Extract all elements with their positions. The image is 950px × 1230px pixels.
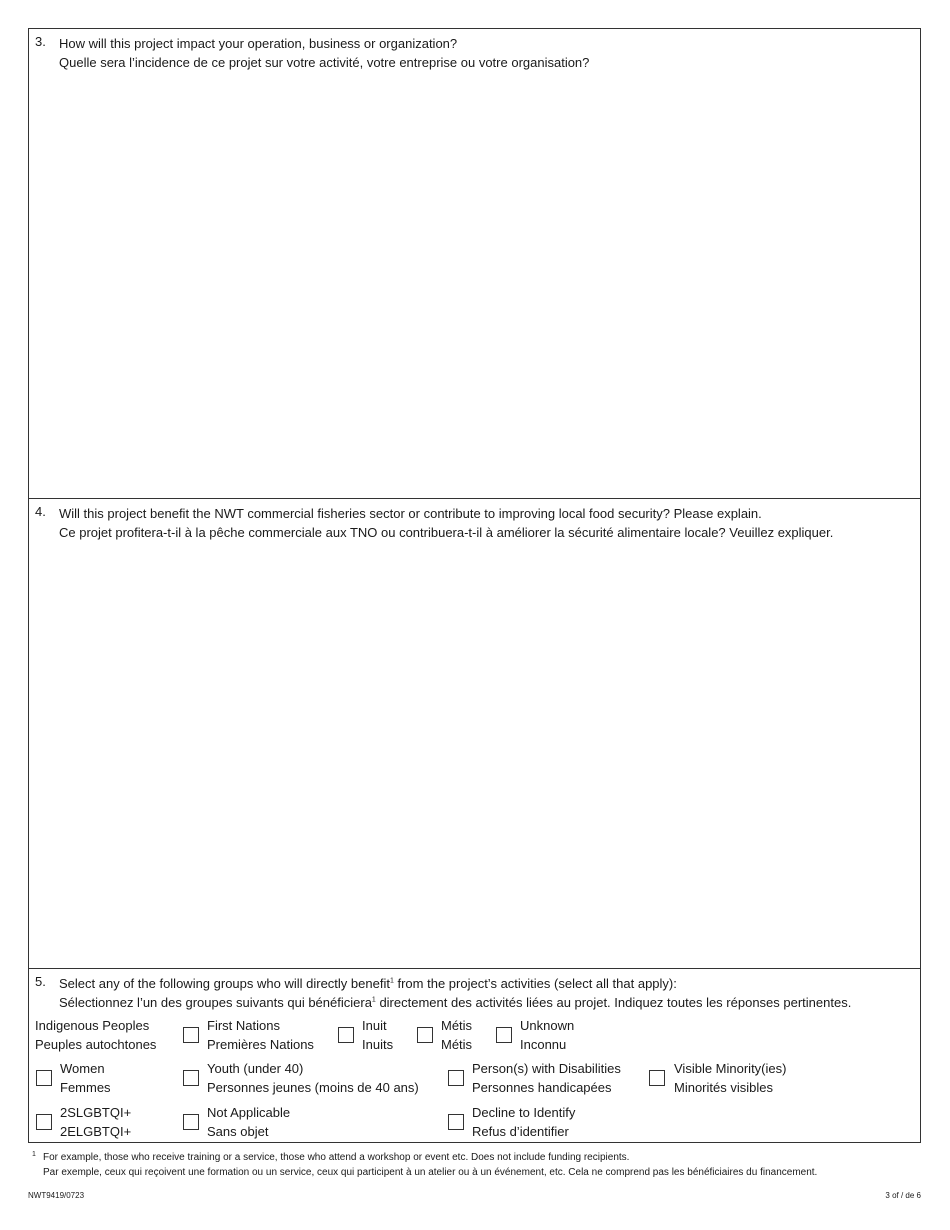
page-number: 3 of / de 6 bbox=[885, 1191, 921, 1200]
metis-checkbox[interactable] bbox=[417, 1027, 433, 1043]
women-checkbox[interactable] bbox=[36, 1070, 52, 1086]
footnote bbox=[32, 1150, 818, 1180]
question-5-english: Select any of the following groups who will directly benefit$^1$ from the project’s activities (select all that apply): bbox=[59, 976, 677, 991]
visible-minority-label: Visible Minority(ies) Minorités visibles bbox=[674, 1061, 787, 1095]
question-4-french: Ce projet profitera-t-il à la pêche commerciale aux TNO ou contribuera-t-il à améliorer la sécurité alimentaire locale? Veuillez expliquer. bbox=[59, 525, 834, 540]
visible-minority-checkbox[interactable] bbox=[649, 1070, 665, 1086]
disabilities-checkbox[interactable] bbox=[448, 1070, 464, 1086]
disabilities-label: Person(s) with Disabilities Personnes handicapées bbox=[472, 1061, 621, 1095]
inuit-label: Inuit Inuits bbox=[362, 1018, 394, 1052]
footnote-reference: 1 bbox=[371, 996, 376, 1004]
lgbtq-checkbox[interactable] bbox=[36, 1114, 52, 1130]
question-3-answer-area[interactable] bbox=[59, 79, 912, 490]
youth-checkbox[interactable] bbox=[183, 1070, 199, 1086]
question-4-section bbox=[29, 499, 920, 969]
question-5-french: Sélectionnez l’un des groupes suivants qui bénéficiera$^1$ directement des activités liées au projet. Indiquez toutes les réponses pertinentes. bbox=[59, 995, 852, 1010]
footnote-reference: 1 bbox=[389, 977, 394, 985]
question-3-section bbox=[29, 29, 920, 499]
footnote-french: Par exemple, ceux qui reçoivent une formation ou un service, ceux qui participent à un atelier ou à un événement, etc. Cela ne comprend pas les bénéficiaires du financement. bbox=[43, 1167, 818, 1178]
unknown-label: Unknown Inconnu bbox=[520, 1018, 575, 1052]
question-5-section bbox=[29, 969, 920, 1144]
question-5-text bbox=[59, 974, 914, 1012]
question-4-number: 4. bbox=[35, 504, 46, 519]
question-3-number: 3. bbox=[35, 34, 46, 49]
first-nations-label: First Nations Premières Nations bbox=[207, 1018, 314, 1052]
lgbtq-label: 2SLGBTQI+ 2ELGBTQI+ bbox=[60, 1105, 132, 1139]
indigenous-peoples-label: Indigenous Peoples Peuples autochtones bbox=[35, 1018, 157, 1052]
not-applicable-checkbox[interactable] bbox=[183, 1114, 199, 1130]
women-label: Women Femmes bbox=[60, 1061, 111, 1095]
question-3-english: How will this project impact your operation, business or organization? bbox=[59, 36, 458, 51]
decline-label: Decline to Identify Refus d’identifier bbox=[472, 1105, 576, 1139]
decline-checkbox[interactable] bbox=[448, 1114, 464, 1130]
question-4-english: Will this project benefit the NWT commercial fisheries sector or contribute to improving local food security? Please explain. bbox=[59, 506, 762, 521]
form-id: NWT9419/0723 bbox=[28, 1191, 85, 1200]
question-4-answer-area[interactable] bbox=[59, 549, 912, 960]
unknown-checkbox[interactable] bbox=[496, 1027, 512, 1043]
question-3-french: Quelle sera l’incidence de ce projet sur votre activité, votre entreprise ou votre organisation? bbox=[59, 55, 590, 70]
not-applicable-label: Not Applicable Sans objet bbox=[207, 1105, 291, 1139]
footnote-mark: 1 bbox=[32, 1151, 36, 1158]
inuit-checkbox[interactable] bbox=[338, 1027, 354, 1043]
first-nations-checkbox[interactable] bbox=[183, 1027, 199, 1043]
question-3-text bbox=[59, 34, 914, 72]
question-4-text bbox=[59, 504, 914, 542]
question-5-number: 5. bbox=[35, 974, 46, 989]
youth-label: Youth (under 40) Personnes jeunes (moins de 40 ans) bbox=[207, 1061, 419, 1095]
metis-label: Métis Métis bbox=[441, 1018, 473, 1052]
footnote-english: For example, those who receive training or a service, those who attend a workshop or event etc. Does not include funding recipients. bbox=[43, 1152, 630, 1163]
application-form-page bbox=[28, 28, 921, 1143]
